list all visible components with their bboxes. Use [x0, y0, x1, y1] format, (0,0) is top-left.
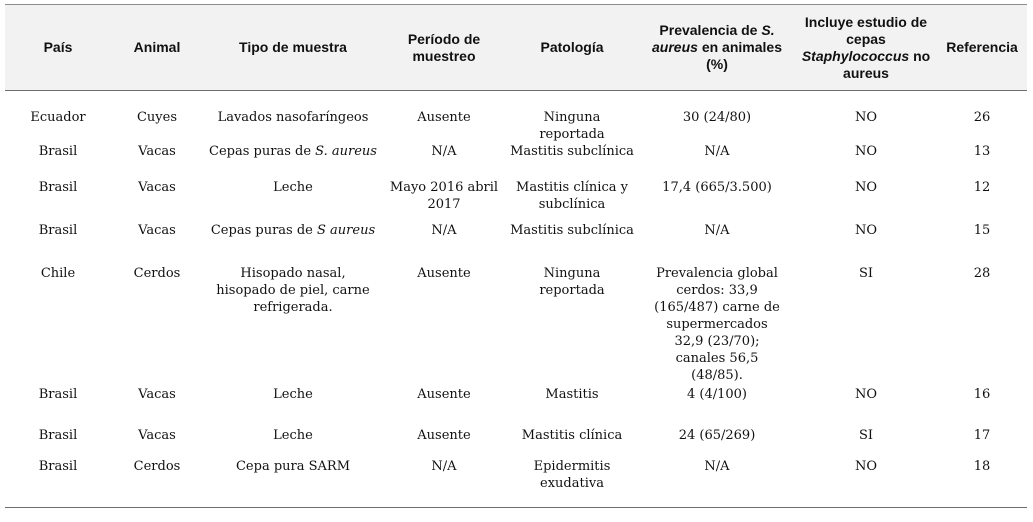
cell-incluye: NO [854, 110, 878, 125]
cell-tipo [203, 222, 383, 265]
cell-animal: Vacas [138, 180, 176, 195]
cell-referencia: 12 [973, 180, 991, 195]
cell-prevalencia: 24 (65/269) [678, 428, 756, 443]
cell-pais: Chile [40, 266, 76, 281]
header-patologia: Patología [540, 39, 604, 55]
cell-patologia: Ninguna reportada [539, 266, 605, 298]
cell-tipo-text: Leche [273, 180, 313, 195]
prevalence-table-container [5, 4, 1027, 508]
cell-tipo [203, 179, 383, 222]
header-prevalencia-suffix: en animales (%) [697, 39, 782, 72]
cell-periodo: Ausente [417, 387, 471, 402]
table-row [5, 386, 1027, 427]
cell-incluye: NO [854, 223, 878, 238]
table-row [5, 458, 1027, 507]
cell-tipo-text: Lavados nasofaríngeos [217, 110, 369, 125]
header-tipo-muestra: Tipo de muestra [239, 39, 347, 55]
cell-tipo-species: S aureus [317, 223, 376, 238]
cell-pais: Brasil [38, 180, 78, 195]
cell-tipo-text: Leche [273, 387, 313, 402]
cell-pais: Brasil [38, 459, 78, 474]
cell-patologia: Mastitis clínica [521, 428, 623, 443]
cell-periodo: N/A [431, 223, 457, 238]
header-animal: Animal [133, 39, 181, 55]
header-pais: País [43, 39, 73, 55]
cell-patologia-text: Mastitis clínica y subclínica [516, 180, 628, 212]
table-header [5, 5, 1027, 91]
cell-referencia: 17 [973, 428, 991, 443]
cell-incluye: NO [854, 144, 878, 159]
cell-pais: Brasil [38, 223, 78, 238]
table-row [5, 222, 1027, 265]
cell-prevalencia: 17,4 (665/3.500) [662, 180, 772, 195]
cell-patologia [505, 179, 639, 222]
cell-incluye: SI [858, 428, 874, 443]
cell-tipo [203, 143, 383, 179]
cell-tipo [203, 386, 383, 427]
cell-tipo-text: Cepas puras de [209, 144, 316, 159]
cell-prevalencia: N/A [704, 223, 730, 238]
cell-animal: Vacas [138, 223, 176, 238]
cell-animal: Vacas [138, 387, 176, 402]
header-prevalencia-text: Prevalencia de [659, 22, 762, 38]
cell-prevalencia: N/A [704, 459, 730, 474]
cell-tipo-text: Leche [273, 428, 313, 443]
cell-pais: Brasil [38, 428, 78, 443]
cell-prevalencia [639, 265, 795, 386]
header-prevalencia-species: S. aureus [652, 22, 775, 55]
cell-animal: Vacas [138, 428, 176, 443]
cell-prevalencia: N/A [704, 144, 730, 159]
cell-referencia: 26 [973, 110, 991, 125]
cell-periodo: N/A [431, 459, 457, 474]
cell-referencia: 15 [973, 223, 991, 238]
cell-patologia-text: Epidermitis exudativa [533, 459, 611, 491]
cell-periodo: Ausente [417, 428, 471, 443]
cell-patologia [505, 458, 639, 507]
cell-referencia: 18 [973, 459, 991, 474]
header-prevalencia [639, 5, 795, 91]
prevalence-table [5, 4, 1027, 508]
cell-animal: Cerdos [133, 266, 181, 281]
table-row [5, 143, 1027, 179]
cell-referencia: 16 [973, 387, 991, 402]
cell-tipo-text: Hisopado nasal, hisopado de piel, carne refrigerada. [216, 266, 370, 315]
cell-periodo: Mayo 2016 abril 2017 [389, 180, 499, 212]
cell-periodo: N/A [431, 144, 457, 159]
cell-incluye: NO [854, 180, 878, 195]
cell-tipo-species: S. aureus [315, 144, 377, 159]
cell-patologia: Ninguna reportada [539, 110, 605, 142]
cell-animal: Vacas [138, 144, 176, 159]
cell-prevalencia: 30 (24/80) [682, 110, 752, 125]
table-row [5, 427, 1027, 458]
cell-periodo: Ausente [417, 266, 471, 281]
table-body [5, 91, 1027, 508]
cell-tipo [203, 265, 383, 386]
cell-prevalencia: 4 (4/100) [686, 387, 747, 402]
cell-referencia: 13 [973, 144, 991, 159]
cell-animal: Cerdos [133, 459, 181, 474]
cell-tipo-text: Cepa pura SARM [235, 459, 351, 474]
cell-patologia: Mastitis subclínica [510, 223, 634, 238]
header-referencia: Referencia [946, 39, 1018, 55]
cell-patologia: Mastitis [545, 387, 599, 402]
cell-incluye: SI [858, 266, 874, 281]
cell-periodo: Ausente [417, 110, 471, 125]
header-row [5, 5, 1027, 91]
cell-tipo [203, 427, 383, 458]
cell-incluye: NO [854, 387, 878, 402]
cell-pais: Brasil [38, 144, 78, 159]
header-periodo [383, 5, 505, 91]
cell-incluye: NO [854, 459, 878, 474]
header-incluye [795, 5, 937, 91]
cell-pais: Ecuador [30, 110, 86, 125]
cell-tipo-text: Cepas puras de [210, 223, 317, 238]
cell-tipo [203, 91, 383, 144]
cell-tipo [203, 458, 383, 507]
header-incluye-suffix: no aureus [843, 47, 931, 81]
cell-animal: Cuyes [136, 110, 178, 125]
cell-prevalencia-text: Prevalencia global cerdos: 33,9 (165/487) carne de supermercados 32,9 (23/70); canales 56,5 (48/85). [654, 266, 780, 383]
table-row [5, 265, 1027, 386]
header-periodo-text: Período de muestreo [407, 30, 481, 64]
table-row [5, 179, 1027, 222]
table-row [5, 91, 1027, 144]
cell-patologia: Mastitis subclínica [510, 144, 634, 159]
header-incluye-text: Incluye estudio de cepas [804, 13, 928, 47]
cell-referencia: 28 [973, 266, 991, 281]
header-incluye-genus: Staphylococcus [801, 47, 910, 64]
cell-pais: Brasil [38, 387, 78, 402]
